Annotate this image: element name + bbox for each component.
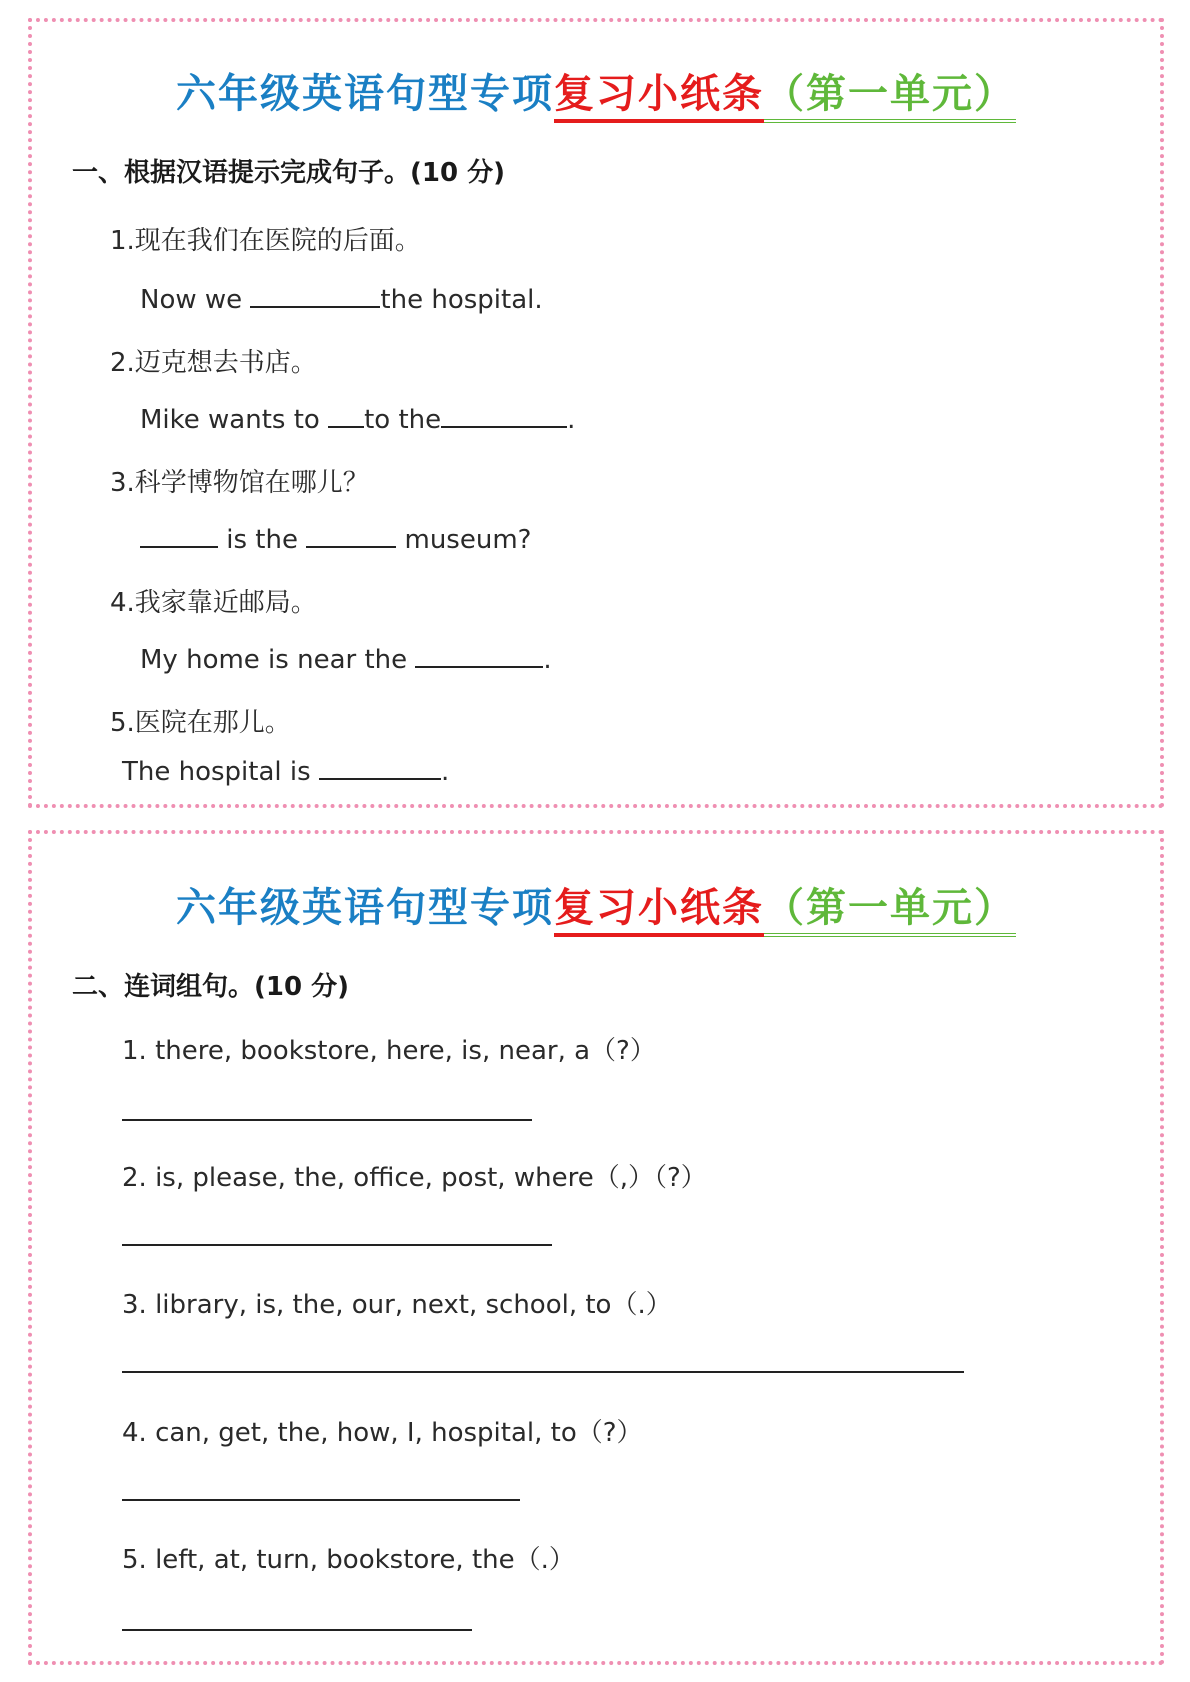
sentence-text: The hospital is — [122, 757, 319, 787]
question-chinese: 3.科学博物馆在哪儿？ — [110, 468, 369, 498]
question-english — [122, 754, 449, 787]
worksheet-card-2 — [28, 830, 1164, 1665]
question-prompt: 2. is, please, the, office, post, where（,）（?） — [122, 1163, 707, 1193]
sentence-text: . — [543, 645, 552, 675]
answer-line[interactable] — [122, 1629, 472, 1631]
sentence-text: Mike wants to — [140, 405, 329, 435]
answer-blank[interactable] — [306, 522, 396, 548]
question-prompt: 3. library, is, the, our, next, school, to（.） — [122, 1290, 672, 1320]
answer-blank[interactable] — [441, 402, 567, 428]
title-part-red: 复习小纸条 — [554, 884, 764, 937]
sentence-text: My home is near the — [140, 645, 416, 675]
sentence-text: museum? — [396, 525, 532, 555]
question-chinese: 2.迈克想去书店。 — [110, 348, 317, 378]
question-english — [140, 402, 575, 435]
sentence-text: to the — [364, 405, 442, 435]
card-title — [32, 876, 1160, 933]
question-chinese: 5.医院在那儿。 — [110, 708, 291, 738]
sentence-text: . — [440, 757, 450, 787]
title-part-blue: 六年级英语句型专项 — [176, 70, 554, 117]
title-part-blue: 六年级英语句型专项 — [176, 884, 554, 931]
card-title — [32, 62, 1160, 119]
section-heading: 二、连词组句。(10 分) — [72, 972, 349, 1002]
title-part-green: （第一单元） — [764, 884, 1016, 937]
sentence-text: the hospital. — [380, 285, 543, 315]
question-chinese: 4.我家靠近邮局。 — [110, 588, 317, 618]
sentence-text: . — [567, 405, 576, 435]
title-part-red: 复习小纸条 — [554, 70, 764, 123]
question-english — [140, 282, 543, 315]
answer-line[interactable] — [122, 1244, 552, 1246]
sentence-text: is the — [218, 525, 307, 555]
answer-blank[interactable] — [250, 282, 380, 308]
answer-blank[interactable] — [319, 754, 441, 780]
question-prompt: 4. can, get, the, how, I, hospital, to（?） — [122, 1418, 643, 1448]
section-heading: 一、根据汉语提示完成句子。(10 分) — [72, 158, 505, 188]
question-prompt: 1. there, bookstore, here, is, near, a（?） — [122, 1036, 656, 1066]
worksheet-card-1 — [28, 18, 1164, 808]
sentence-text: Now we — [140, 285, 251, 315]
answer-blank[interactable] — [328, 402, 364, 428]
answer-line[interactable] — [122, 1499, 520, 1501]
question-english — [140, 522, 531, 555]
question-english — [140, 642, 552, 675]
question-chinese: 1.现在我们在医院的后面。 — [110, 226, 421, 256]
answer-blank[interactable] — [415, 642, 543, 668]
answer-blank[interactable] — [140, 522, 218, 548]
answer-line[interactable] — [122, 1371, 964, 1373]
title-part-green: （第一单元） — [764, 70, 1016, 123]
question-prompt: 5. left, at, turn, bookstore, the（.） — [122, 1545, 575, 1575]
answer-line[interactable] — [122, 1119, 532, 1121]
